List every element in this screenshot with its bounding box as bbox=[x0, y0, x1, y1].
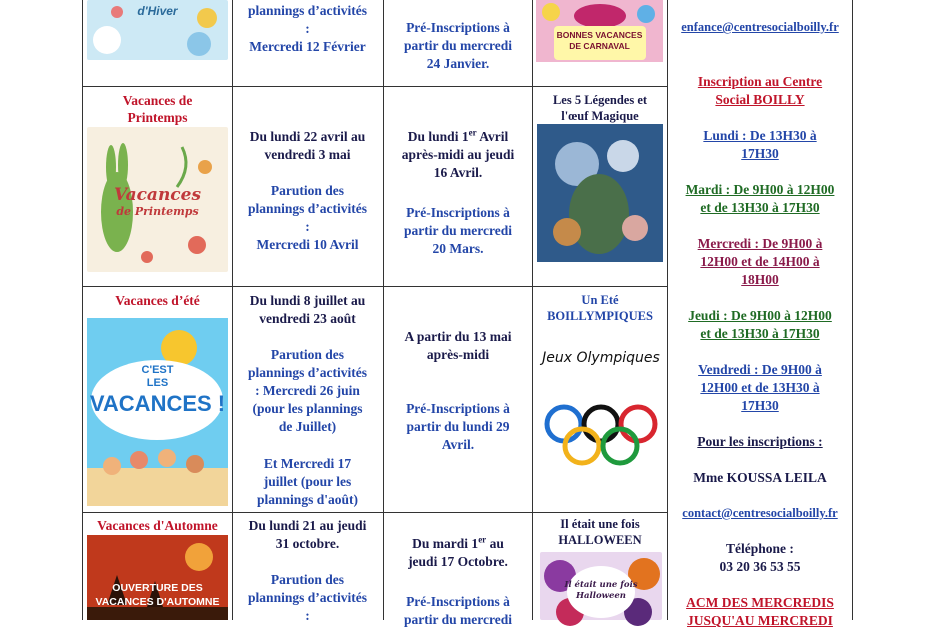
text-line: Parution des bbox=[270, 572, 345, 587]
text-line: Mercredi 12 Février bbox=[249, 39, 366, 54]
spring-theme bbox=[533, 92, 667, 124]
summer-parution-august bbox=[233, 455, 382, 509]
autumn-parution bbox=[233, 571, 382, 625]
olympics-image bbox=[540, 346, 662, 486]
summer-image-text bbox=[87, 364, 228, 418]
spring-parution bbox=[233, 182, 382, 254]
text-line: plannings d’activités bbox=[248, 590, 367, 605]
acm-notice bbox=[668, 594, 852, 630]
autumn-theme bbox=[533, 516, 667, 548]
summer-theme bbox=[533, 292, 667, 324]
summer-inscription bbox=[384, 328, 532, 364]
hours-jeudi bbox=[668, 307, 852, 343]
text-line: Les 5 Légendes et bbox=[552, 93, 648, 107]
email-enfance-link[interactable]: enfance@centresocialboilly.fr bbox=[681, 20, 839, 34]
inscription-title bbox=[668, 73, 852, 109]
summer-parution bbox=[233, 346, 382, 436]
text-line: Et Mercredi 17 bbox=[263, 456, 352, 471]
autumn-preinscription bbox=[384, 593, 532, 629]
text-line: après-midi au jeudi bbox=[401, 147, 515, 162]
text-line: VACANCES D'AUTOMNE bbox=[95, 596, 220, 608]
text-line: plannings d’activités bbox=[248, 365, 367, 380]
telephone-number: 03 20 36 53 55 bbox=[719, 559, 801, 574]
halloween-image bbox=[540, 552, 662, 620]
text-line: Pré-Inscriptions à bbox=[406, 401, 510, 416]
telephone-block bbox=[668, 540, 852, 576]
spring-preinscription bbox=[384, 204, 532, 258]
grid-line bbox=[852, 0, 853, 620]
text-line: BOILLYMPIQUES bbox=[547, 309, 653, 323]
text-line: JUSQU'AU MERCREDI bbox=[687, 613, 833, 628]
text-line: ACM DES MERCREDIS bbox=[686, 595, 834, 610]
text-line: partir du lundi 29 bbox=[406, 419, 510, 434]
text-line: et de 13H30 à 17H30 bbox=[700, 326, 820, 341]
olympics-image-text: Jeux Olympiques bbox=[542, 350, 660, 366]
text-line: 17H30 bbox=[741, 398, 779, 413]
text-line: Il était une fois bbox=[564, 580, 638, 590]
text-line: au bbox=[486, 536, 504, 551]
grid-line bbox=[383, 0, 384, 620]
text-line: Du lundi 21 au jeudi bbox=[248, 518, 367, 533]
text-line: A partir du 13 mai bbox=[404, 329, 512, 344]
text-line: Mercredi : De 9H00 à bbox=[697, 236, 823, 251]
superscript: er bbox=[468, 127, 477, 138]
text-line: : bbox=[305, 608, 310, 623]
summer-preinscription bbox=[384, 400, 532, 454]
summer-title: Vacances d’été bbox=[115, 293, 200, 308]
autumn-image-text bbox=[87, 581, 228, 609]
text-line: C'EST bbox=[141, 364, 174, 376]
text-line: LES bbox=[146, 377, 169, 389]
summer-dates bbox=[233, 292, 382, 328]
winter-image-text: d'Hiver bbox=[137, 4, 178, 18]
text-line: Inscription au Centre bbox=[697, 74, 823, 89]
text-line: plannings d'août) bbox=[257, 492, 358, 507]
text-line: l'œuf Magique bbox=[561, 109, 639, 123]
text-line: VACANCES ! bbox=[89, 391, 226, 416]
text-line: Du lundi 22 avril au bbox=[249, 129, 366, 144]
text-line: Pré-Inscriptions à bbox=[406, 594, 510, 609]
text-line: 20 Mars. bbox=[432, 241, 484, 256]
hours-lundi bbox=[668, 127, 852, 163]
text-line: 12H00 et de 14H00 à bbox=[700, 254, 820, 269]
text-line: BONNES VACANCES bbox=[556, 30, 643, 40]
olympic-rings-icon bbox=[540, 346, 662, 486]
winter-image bbox=[87, 0, 228, 60]
legends-movie-image bbox=[537, 124, 663, 262]
autumn-title: Vacances d'Automne bbox=[97, 518, 218, 533]
text-line: vendredi 23 août bbox=[259, 311, 356, 326]
hours-mercredi bbox=[668, 235, 852, 289]
autumn-image bbox=[87, 535, 228, 620]
text-line: et de 13H30 à 17H30 bbox=[700, 200, 820, 215]
text-line: partir du mercredi bbox=[404, 38, 512, 53]
text-line: OUVERTURE DES bbox=[112, 582, 203, 594]
text-line: partir du mercredi bbox=[404, 223, 512, 238]
carnival-image bbox=[536, 0, 663, 62]
text-line: 16 Avril. bbox=[433, 165, 483, 180]
text-line: HALLOWEEN bbox=[558, 533, 642, 547]
text-line: Un Eté bbox=[581, 293, 619, 307]
text-line: de Printemps bbox=[116, 205, 199, 218]
text-line: Avril bbox=[476, 129, 509, 144]
superscript: er bbox=[478, 534, 487, 545]
text-line: : bbox=[305, 21, 310, 36]
text-line: jeudi 17 Octobre. bbox=[408, 554, 508, 569]
contact-name: Mme KOUSSA LEILA bbox=[693, 470, 827, 485]
hours-vendredi bbox=[668, 361, 852, 415]
telephone-label: Téléphone : bbox=[726, 541, 794, 556]
grid-line bbox=[82, 512, 667, 513]
winter-preinscription bbox=[384, 19, 532, 73]
text-line: plannings d’activités bbox=[248, 201, 367, 216]
halloween-image-text bbox=[540, 580, 662, 602]
text-line: : Mercredi 26 juin bbox=[255, 383, 360, 398]
summer-image bbox=[87, 318, 228, 506]
grid-line bbox=[82, 286, 667, 287]
text-line: Vendredi : De 9H00 à bbox=[698, 362, 822, 377]
text-line: Pré-Inscriptions à bbox=[406, 205, 510, 220]
text-line: de Juillet) bbox=[278, 419, 337, 434]
text-line: Social BOILLY bbox=[715, 92, 805, 107]
spring-image-text bbox=[87, 185, 228, 218]
text-line: (pour les plannings bbox=[252, 401, 363, 416]
text-line: Vacances de bbox=[122, 93, 193, 108]
spring-image bbox=[87, 127, 228, 272]
text-line: 31 octobre. bbox=[275, 536, 340, 551]
text-line: : bbox=[305, 219, 310, 234]
text-line: Jeudi : De 9H00 à 12H00 bbox=[688, 308, 832, 323]
grid-line bbox=[82, 86, 667, 87]
spring-inscription bbox=[384, 128, 532, 182]
autumn-inscription bbox=[384, 535, 532, 571]
text-line: Avril. bbox=[441, 437, 475, 452]
text-line: plannings d’activités bbox=[248, 3, 367, 18]
email-contact-link[interactable]: contact@centresocialboilly.fr bbox=[682, 506, 838, 520]
text-line: Mardi : De 9H00 à 12H00 bbox=[685, 182, 835, 197]
text-line: Pré-Inscriptions à bbox=[406, 20, 510, 35]
hours-mardi bbox=[668, 181, 852, 217]
text-line: 18H00 bbox=[741, 272, 779, 287]
autumn-dates bbox=[233, 517, 382, 553]
text-line: Halloween bbox=[576, 591, 626, 601]
text-line: Printemps bbox=[127, 110, 188, 125]
text-line: vendredi 3 mai bbox=[264, 147, 351, 162]
text-line: 17H30 bbox=[741, 146, 779, 161]
spring-dates bbox=[233, 128, 382, 164]
text-line: Du mardi 1 bbox=[412, 536, 479, 551]
winter-dates bbox=[233, 2, 382, 56]
text-line: Parution des bbox=[270, 183, 345, 198]
text-line: Parution des bbox=[270, 347, 345, 362]
text-line: partir du mercredi bbox=[404, 612, 512, 627]
text-line: juillet (pour les bbox=[263, 474, 352, 489]
text-line: Du lundi 8 juillet au bbox=[249, 293, 366, 308]
text-line: Vacances bbox=[113, 185, 202, 205]
text-line: 24 Janvier. bbox=[426, 56, 490, 71]
text-line: Il était une fois bbox=[560, 517, 640, 531]
text-line: Mercredi 10 Avril bbox=[256, 237, 359, 252]
text-line: Lundi : De 13H30 à bbox=[703, 128, 817, 143]
inscriptions-heading: Pour les inscriptions : bbox=[697, 434, 823, 449]
text-line: Du lundi 1 bbox=[407, 129, 469, 144]
spring-title bbox=[83, 92, 232, 126]
text-line: après-midi bbox=[426, 347, 490, 362]
carnival-image-text bbox=[536, 30, 663, 52]
text-line: DE CARNAVAL bbox=[569, 41, 630, 51]
text-line: 12H00 et de 13H30 à bbox=[700, 380, 820, 395]
